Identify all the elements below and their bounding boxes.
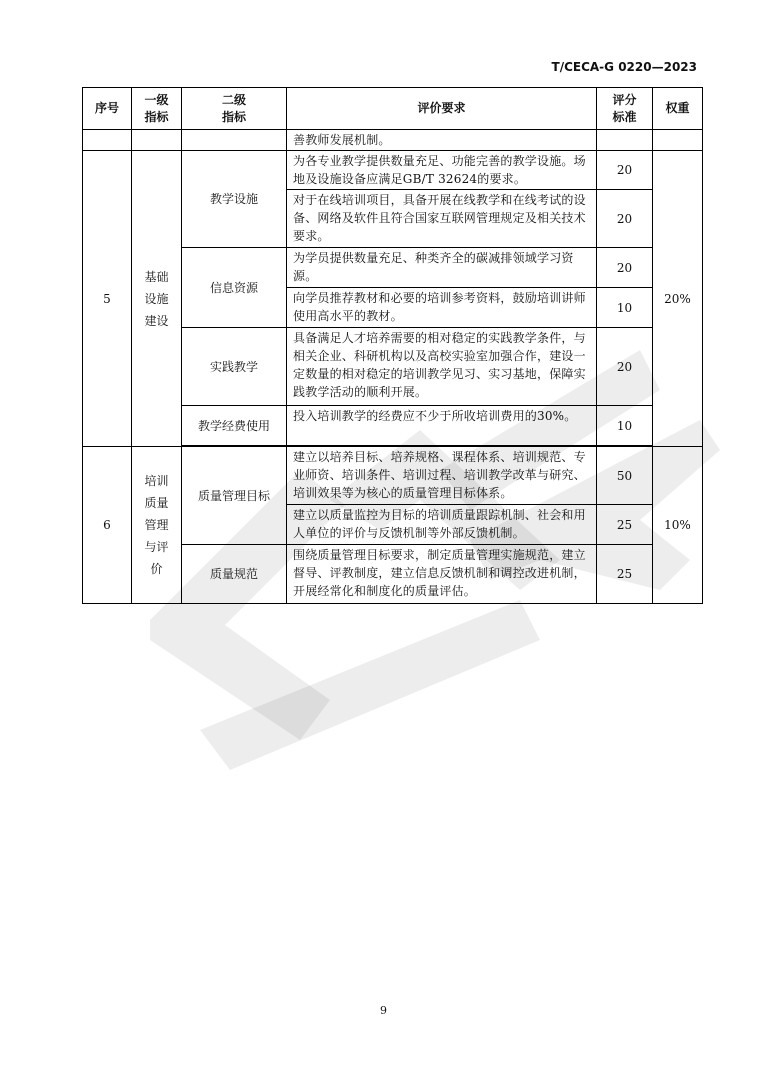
score-cell: 20 xyxy=(597,248,653,288)
requirement-cell: 对于在线培训项目，具备开展在线教学和在线考试的设备、网络及软件且符合国家互联网管理规定及相关技术要求。 xyxy=(287,190,597,248)
level2-cell: 实践教学 xyxy=(182,328,287,406)
header-level2: 二级 指标 xyxy=(182,88,287,130)
header-requirement: 评价要求 xyxy=(287,88,597,130)
requirement-cell: 围绕质量管理目标要求，制定质量管理实施规范，建立督导、评教制度，建立信息反馈机制和调控改进机制，开展经常化和制度化的质量评估。 xyxy=(287,545,597,604)
weight-cell: 20% xyxy=(653,151,703,447)
evaluation-table xyxy=(82,87,703,604)
level1-cell: 培训 质量 管理 与评 价 xyxy=(132,447,182,604)
level2-cell: 教学设施 xyxy=(182,151,287,248)
score-cell: 10 xyxy=(597,288,653,328)
requirement-cell: 投入培训教学的经费应不少于所收培训费用的30%。 xyxy=(287,406,597,446)
score-cell: 25 xyxy=(597,505,653,545)
page-number: 9 xyxy=(380,1004,387,1017)
level1-cell: 基础 设施 建设 xyxy=(132,151,182,447)
seq-cell: 6 xyxy=(83,447,132,604)
table-header-row xyxy=(83,88,703,130)
requirement-cell: 向学员推荐教材和必要的培训参考资料，鼓励培训讲师使用高水平的教材。 xyxy=(287,288,597,328)
weight-cell: 10% xyxy=(653,447,703,604)
header-level1: 一级 指标 xyxy=(132,88,182,130)
score-cell: 25 xyxy=(597,545,653,604)
table-row xyxy=(83,151,703,190)
level2-cell: 质量管理目标 xyxy=(182,447,287,545)
standard-code: T/CECA-G 0220—2023 xyxy=(551,60,697,74)
score-cell: 10 xyxy=(597,406,653,446)
header-score: 评分 标准 xyxy=(597,88,653,130)
header-seq: 序号 xyxy=(83,88,132,130)
level2-cell: 质量规范 xyxy=(182,545,287,604)
requirement-cell: 建立以质量监控为目标的培训质量跟踪机制、社会和用人单位的评价与反馈机制等外部反馈机制。 xyxy=(287,505,597,545)
level2-cell: 信息资源 xyxy=(182,248,287,328)
score-cell: 20 xyxy=(597,190,653,248)
requirement-cell: 具备满足人才培养需要的相对稳定的实践教学条件，与相关企业、科研机构以及高校实验室加强合作，建设一定数量的相对稳定的培训教学见习、实习基地，保障实践教学活动的顺利开展。 xyxy=(287,328,597,406)
table-row-continued xyxy=(83,130,703,151)
requirement-cell: 善教师发展机制。 xyxy=(287,130,597,151)
requirement-cell: 为学员提供数量充足、种类齐全的碳减排领域学习资源。 xyxy=(287,248,597,288)
requirement-cell: 为各专业教学提供数量充足、功能完善的教学设施。场地及设施设备应满足GB/T 32624的要求。 xyxy=(287,151,597,190)
score-cell: 20 xyxy=(597,328,653,406)
score-cell: 20 xyxy=(597,151,653,190)
requirement-cell: 建立以培养目标、培养规格、课程体系、培训规范、专业师资、培训条件、培训过程、培训教学改革与研究、培训效果等为核心的质量管理目标体系。 xyxy=(287,447,597,505)
level2-cell: 教学经费使用 xyxy=(182,406,287,446)
seq-cell: 5 xyxy=(83,151,132,447)
table-row xyxy=(83,447,703,505)
header-weight: 权重 xyxy=(653,88,703,130)
score-cell: 50 xyxy=(597,447,653,505)
